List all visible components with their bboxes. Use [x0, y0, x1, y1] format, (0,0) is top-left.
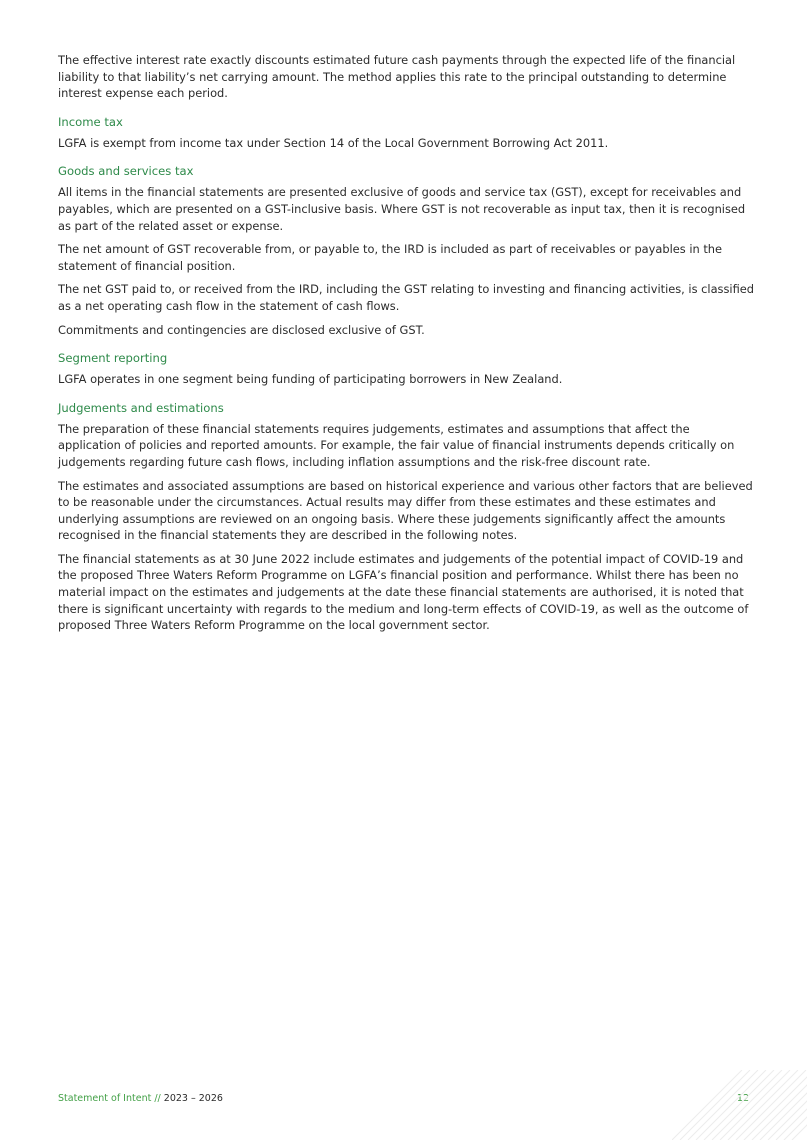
page-number: 12	[736, 1093, 749, 1104]
section-heading-income-tax: Income tax	[58, 114, 123, 129]
section-heading-gst: Goods and services tax	[58, 164, 194, 179]
footer-title: Statement of Intent	[58, 1093, 152, 1104]
body-paragraph: All items in the financial statements are presented exclusive of goods and service tax (GST), except for receivables and payables, which are presented on a GST-inclusive basis. Where GST is not recoverable as input tax, then it is recognised as part of the related asset or expense.	[58, 185, 746, 233]
body-paragraph: The net GST paid to, or received from the IRD, including the GST relating to investing and financing activities, is classified as a net operating cash flow in the statement of cash flows.	[58, 282, 755, 313]
footer-document-title	[58, 1092, 223, 1106]
document-body	[58, 52, 754, 641]
footer-years: 2023 – 2026	[163, 1093, 223, 1104]
body-paragraph: LGFA operates in one segment being funding of participating borrowers in New Zealand.	[58, 372, 563, 387]
section-heading-judgements: Judgements and estimations	[58, 400, 224, 415]
body-paragraph: The financial statements as at 30 June 2022 include estimates and judgements of the potential impact of COVID-19 and the proposed Three Waters Reform Programme on LGFA’s financial position and performance. Whilst there has been no material impact on the estimates and judgements at the date these financial statements are authorised, it is noted that there is significant uncertainty with regards to the medium and long-term effects of COVID-19, as well as the outcome of proposed Three Waters Reform Programme on the local government sector.	[58, 551, 749, 633]
body-paragraph: Commitments and contingencies are disclosed exclusive of GST.	[58, 322, 425, 337]
body-paragraph: The estimates and associated assumptions are based on historical experience and various other factors that are believed to be reasonable under the circumstances. Actual results may differ from these estimates and these estimates and underlying assumptions are reviewed on an ongoing basis. Where these judgements significantly affect the amounts recognised in the financial statements they are described in the following notes.	[58, 478, 753, 543]
body-paragraph: The effective interest rate exactly discounts estimated future cash payments through the expected life of the financial liability to that liability’s net carrying amount. The method applies this rate to the principal outstanding to determine interest expense each period.	[58, 53, 736, 101]
footer-separator: //	[154, 1093, 161, 1104]
body-paragraph: The net amount of GST recoverable from, or payable to, the IRD is included as part of receivables or payables in the statement of financial position.	[58, 242, 723, 273]
body-paragraph: The preparation of these financial statements requires judgements, estimates and assumptions that affect the application of policies and reported amounts. For example, the fair value of financial instruments depends critically on judgements regarding future cash flows, including inflation assumptions and the risk-free discount rate.	[58, 421, 735, 469]
body-paragraph: LGFA is exempt from income tax under Section 14 of the Local Government Borrowing Act 2011.	[58, 135, 609, 150]
section-heading-segment-reporting: Segment reporting	[58, 351, 168, 366]
decorative-hatch-pattern	[672, 1070, 807, 1140]
page-footer	[58, 1092, 749, 1106]
